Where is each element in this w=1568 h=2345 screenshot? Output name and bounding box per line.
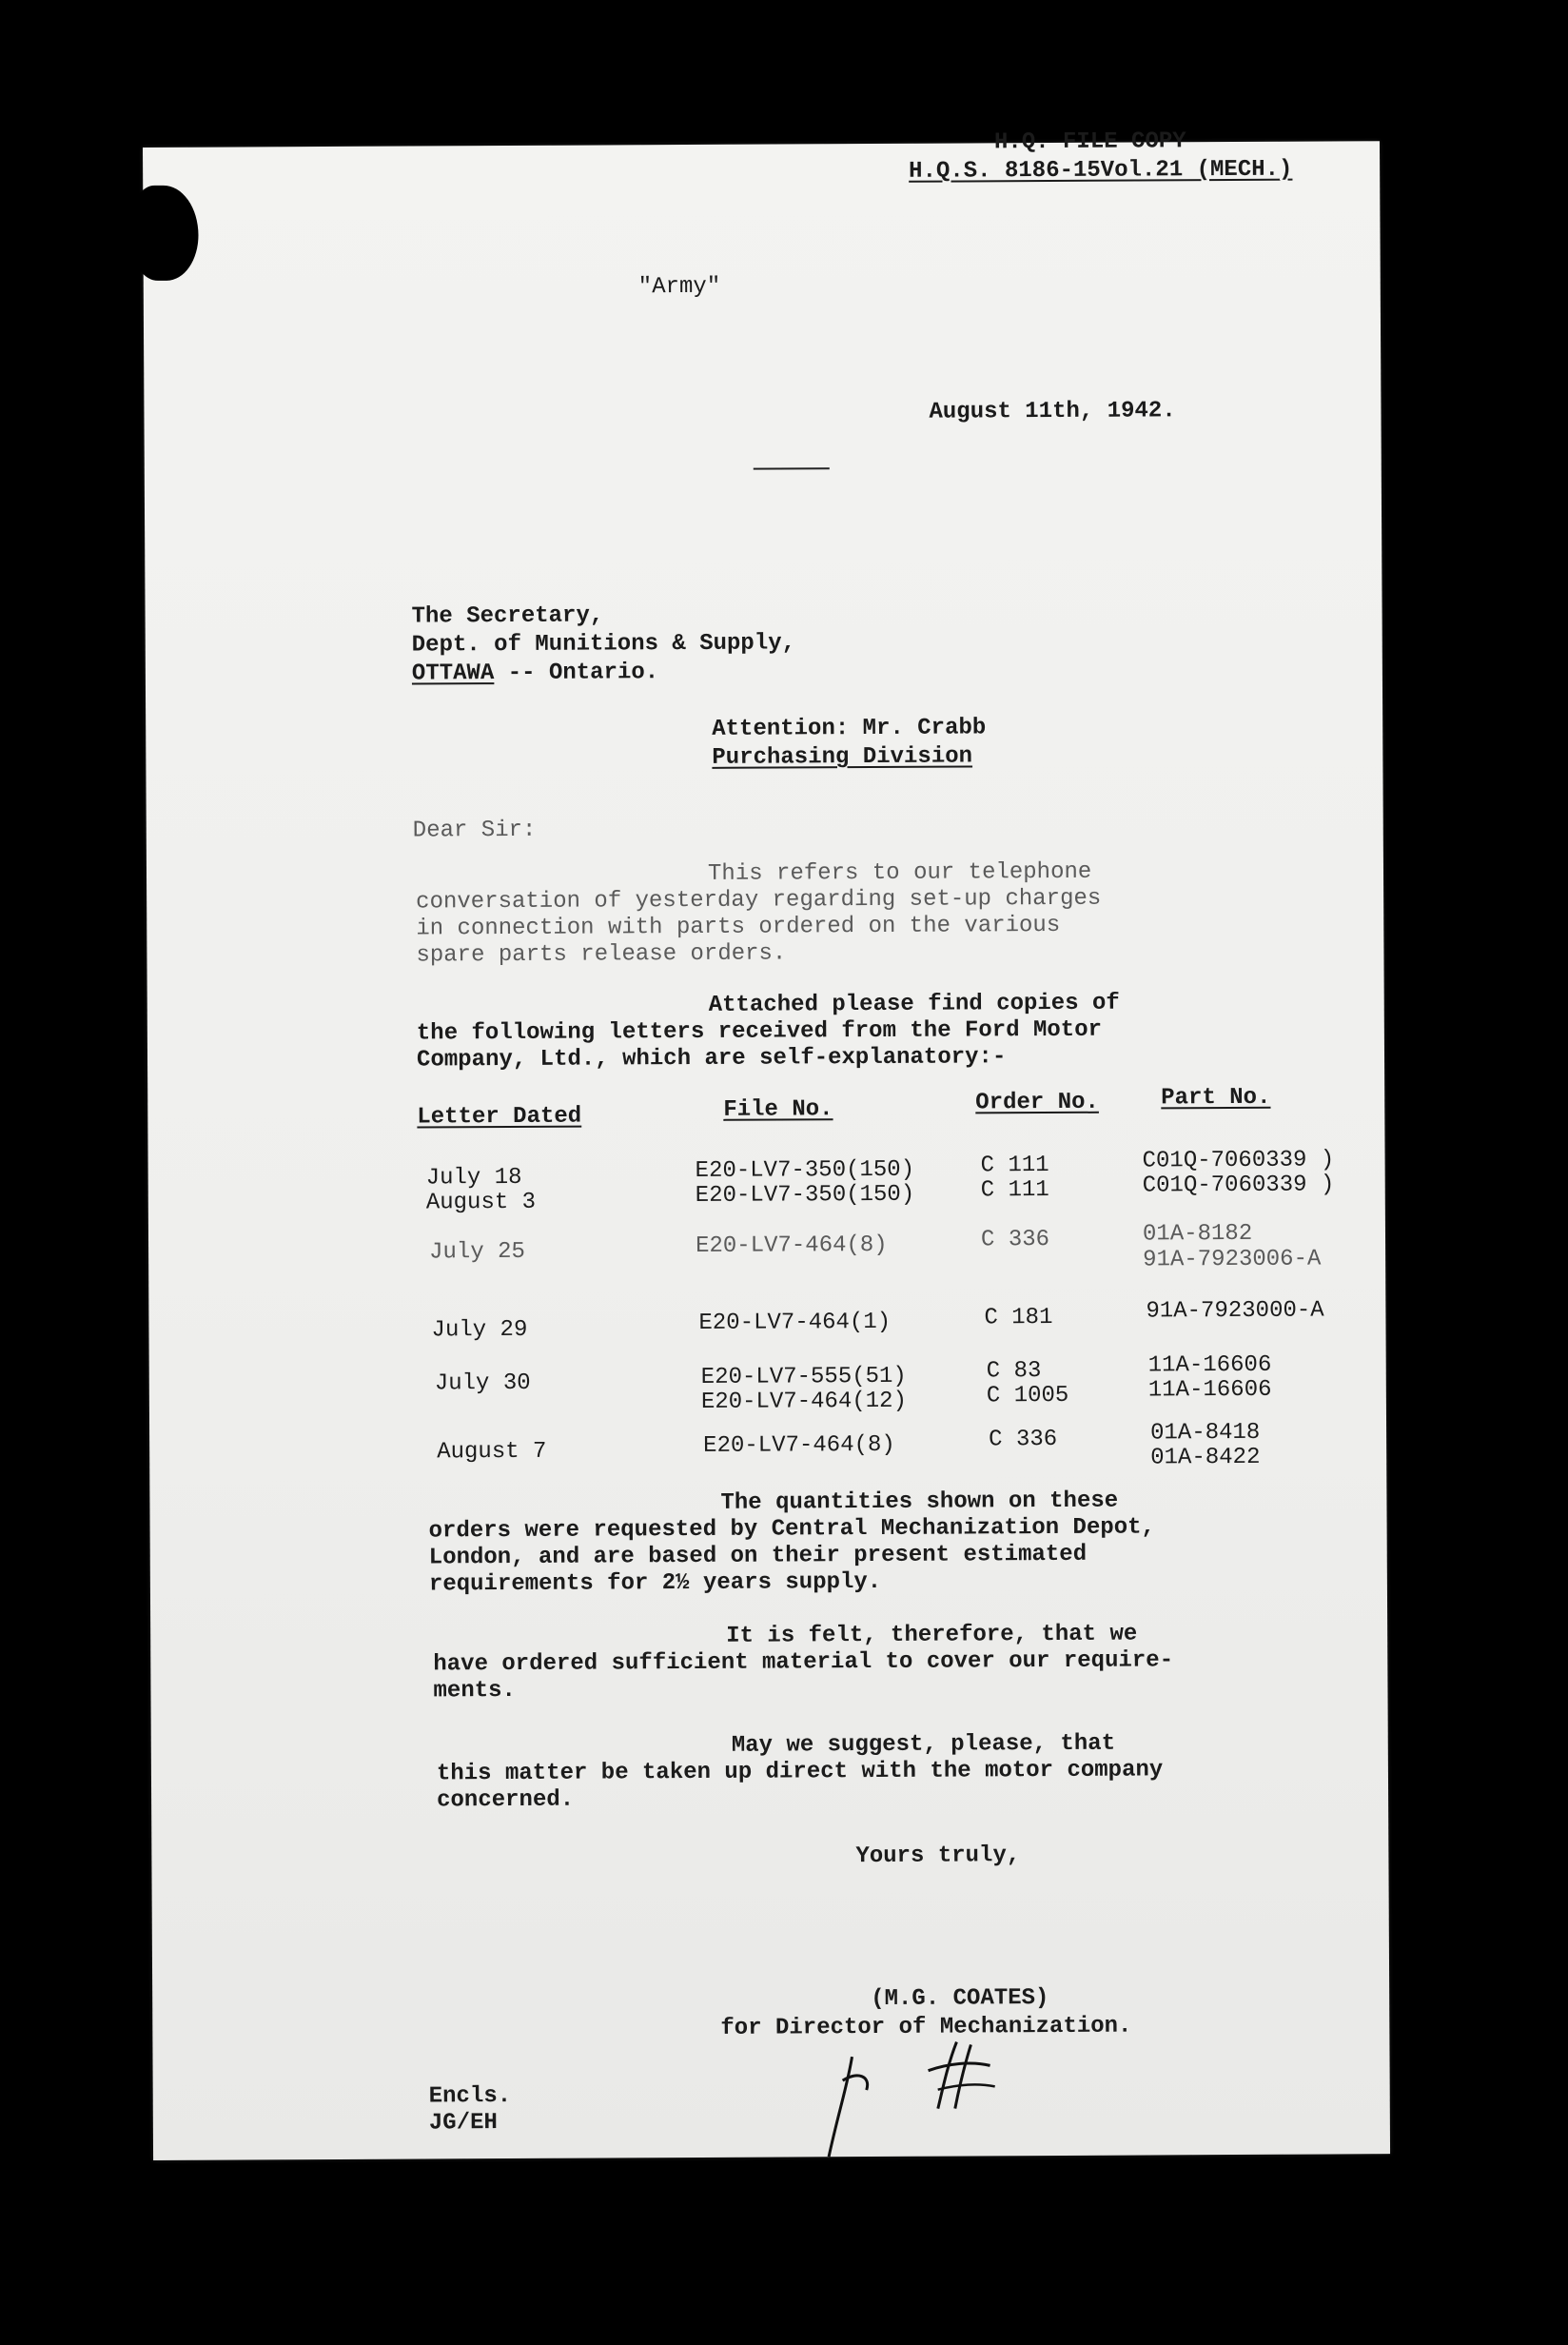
table-row-file: E20-LV7-350(150) [695, 1156, 915, 1184]
torn-corner [131, 186, 199, 281]
file-reference: H.Q.S. 8186-15Vol.21 (MECH.) [909, 156, 1293, 185]
table-row-part: C01Q-7060339 ) [1142, 1147, 1335, 1174]
table-row-order: C 111 [980, 1177, 1049, 1204]
table-row-file: E20-LV7-464(1) [698, 1309, 892, 1336]
table-row-date: July 29 [431, 1316, 528, 1344]
table-row-file: E20-LV7-464(8) [703, 1431, 895, 1459]
divider-rule [754, 467, 830, 469]
para1-line: in connection with parts ordered on the various [416, 912, 1061, 942]
para5-line: May we suggest, please, that [731, 1730, 1116, 1759]
para2-line: the following letters received from the Ford Motor [416, 1016, 1103, 1047]
file-copy-stamp: H.Q. FILE COPY [993, 128, 1186, 156]
table-header-file-no: File No. [723, 1096, 833, 1123]
signatory-title: for Director of Mechanization. [720, 2013, 1132, 2041]
table-row-file: E20-LV7-464(8) [695, 1232, 888, 1259]
table-row-part: 91A-7923006-A [1143, 1246, 1322, 1273]
table-row-part: C01Q-7060339 ) [1142, 1172, 1335, 1199]
signatory-name: (M.G. COATES) [871, 1985, 1049, 2013]
addressee-city-line [412, 659, 658, 688]
table-row-part: 01A-8182 [1142, 1220, 1253, 1248]
classification: "Army" [637, 273, 721, 301]
attention-line: Attention: Mr. Crabb [712, 715, 987, 742]
division-line: Purchasing Division [712, 743, 973, 771]
table-row-part: 01A-8418 [1150, 1419, 1261, 1447]
para5-line: this matter be taken up direct with the motor company [436, 1757, 1164, 1787]
enclosures: Encls. [428, 2083, 512, 2110]
para1-line: conversation of yesterday regarding set-up charges [416, 885, 1102, 916]
salutation: Dear Sir: [412, 817, 537, 844]
letter-date: August 11th, 1942. [929, 398, 1176, 425]
addressee-line1: The Secretary, [411, 602, 604, 630]
table-row-part: 01A-8422 [1150, 1444, 1261, 1471]
para2-line: Company, Ltd., which are self-explanatory:- [416, 1044, 1007, 1074]
handwritten-signature [813, 2037, 1043, 2161]
table-row-order: C 181 [984, 1305, 1053, 1331]
table-header-part-no: Part No. [1161, 1084, 1271, 1112]
table-row-order: C 111 [980, 1153, 1049, 1179]
table-row-order: C 336 [980, 1227, 1050, 1253]
typist-initials: JG/EH [428, 2110, 498, 2137]
table-row-order: C 1005 [986, 1382, 1069, 1409]
table-row-file: E20-LV7-464(12) [700, 1388, 908, 1415]
closing: Yours truly, [855, 1842, 1021, 1870]
table-row-date: August 7 [437, 1438, 547, 1466]
para1-line: This refers to our telephone [707, 858, 1092, 887]
table-row-order: C 336 [989, 1426, 1058, 1453]
table-row-order: C 83 [986, 1358, 1042, 1385]
table-row-part: 11A-16606 [1147, 1376, 1272, 1404]
para5-line: concerned. [437, 1786, 575, 1814]
addressee-line2: Dept. of Munitions & Supply, [411, 630, 796, 659]
letter-page [143, 128, 1390, 2160]
addressee-province: -- Ontario. [494, 660, 659, 687]
para3-line: The quantities shown on these [720, 1488, 1119, 1516]
table-row-date: July 25 [429, 1238, 525, 1266]
para3-line: London, and are based on their present estimated [428, 1541, 1088, 1571]
table-header-order-no: Order No. [975, 1089, 1099, 1116]
table-row-part: 11A-16606 [1147, 1351, 1272, 1379]
para3-line: requirements for 2½ years supply. [428, 1568, 882, 1598]
table-row-date: August 3 [425, 1189, 537, 1216]
table-row-date: July 30 [434, 1370, 531, 1397]
addressee-city: OTTAWA [411, 660, 495, 687]
para4-line: have ordered sufficient material to cover our require- [433, 1647, 1174, 1678]
table-header-letter-dated: Letter Dated [417, 1103, 582, 1131]
table-row-file: E20-LV7-350(150) [695, 1181, 915, 1209]
table-row-date: July 18 [425, 1164, 522, 1192]
table-row-file: E20-LV7-555(51) [700, 1363, 907, 1390]
para3-line: orders were requested by Central Mechanization Depot, [428, 1514, 1156, 1545]
para1-line: spare parts release orders. [416, 940, 787, 969]
para4-line: ments. [433, 1677, 516, 1705]
table-row-part: 91A-7923000-A [1146, 1297, 1324, 1325]
para4-line: It is felt, therefore, that we [726, 1621, 1138, 1649]
para2-line: Attached please find copies of [708, 990, 1120, 1018]
